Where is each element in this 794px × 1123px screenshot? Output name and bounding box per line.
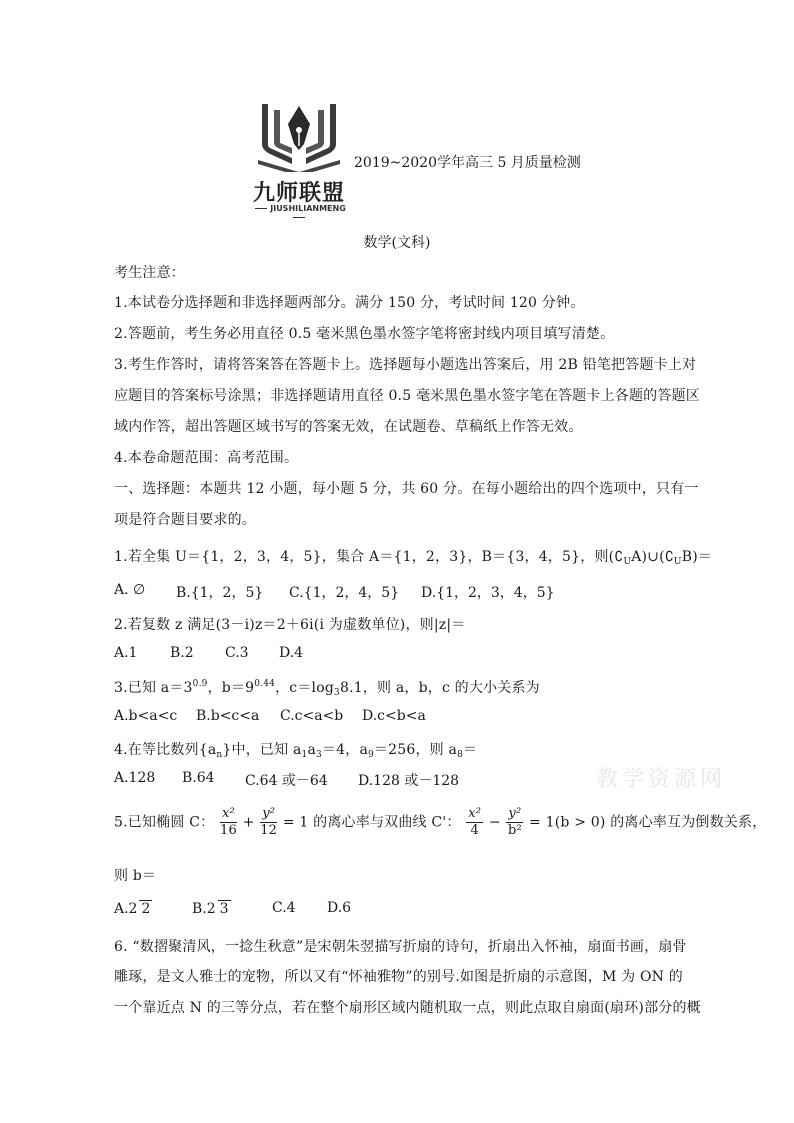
- section-1-instructions-line-2: 项是符合题目要求的。: [114, 512, 256, 528]
- question-2-option-a: A.1: [114, 645, 138, 661]
- question-6-line-1: 6. “数摺聚清风，一捻生秋意”是宋朝朱翌描写折扇的诗句，折扇出入怀袖，扇面书画，扇骨: [114, 939, 687, 955]
- subject-title: 数学(文科): [363, 235, 431, 251]
- question-5-stem: 5.已知椭圆 C： $\frac{\text{x²}}{16}$ + $\frac{\text{y²}}{12}$ = 1 的离心率与双曲线 C'： $\frac{\text{x²}}{4}$ − $\frac{\text{y²}}{\text{b²}}$ = 1(b > 0) 的离心率互为倒数关系，: [114, 806, 767, 838]
- question-1-option-b: B.{1，2，5}: [176, 585, 264, 601]
- note-3-line-3: 域内作答，超出答题区域书写的答案无效，在试题卷、草稿纸上作答无效。: [114, 419, 583, 435]
- question-3-option-b: B.b<c<a: [196, 708, 260, 724]
- note-2: 2.答题前，考生务必用直径 0.5 毫米黑色墨水签字笔将密封线内项目填写清楚。: [114, 326, 615, 342]
- fraction-x2-16: $\frac{\text{x²}}{16}$: [219, 806, 237, 838]
- jiushi-logo: [244, 100, 354, 218]
- question-3-option-a: A.b<a<c: [114, 708, 178, 724]
- question-4-option-b: B.64: [182, 770, 215, 786]
- note-4: 4.本卷命题范围：高考范围。: [114, 450, 299, 466]
- section-1-instructions-line-1: 一、选择题：本题共 12 小题，每小题 5 分，共 60 分。在每小题给出的四个选项中，只有一: [114, 481, 699, 497]
- question-3-option-d: D.c<b<a: [362, 708, 426, 724]
- question-2-stem: 2.若复数 z 满足(3－i)z＝2＋6i(i 为虚数单位)，则|z|＝: [114, 617, 466, 633]
- question-3-stem: 3.已知 $a=3^{0.9}$，$b=9^{0.44}$，$c=\log_38.1$，则 a，b，c 的大小关系为: [114, 679, 540, 698]
- question-1-option-d: D.{1，2，3，4，5}: [421, 585, 555, 601]
- question-4-stem: 4.在等比数列$\{a_n\}$中，已知 $a_1a_3=4$，$a_9=256$，则 $a_8=$: [114, 742, 478, 760]
- note-1: 1.本试卷分选择题和非选择题两部分。满分 150 分，考试时间 120 分钟。: [114, 295, 585, 311]
- logo-name: 九师联盟: [252, 181, 345, 206]
- question-1-stem: 1.若全集 U＝{1，2，3，4，5}，集合 A＝{1，2，3}，B＝{3，4，5}，则$(∁_UA)\cup(∁_UB)=$: [114, 549, 713, 567]
- question-5-option-a: A.2 2: [114, 901, 151, 917]
- logo-subtitle: [244, 204, 354, 222]
- question-5-option-d: D.6: [327, 900, 352, 916]
- question-2-option-b: B.2: [170, 645, 194, 661]
- question-5-option-b: B.2 3: [192, 901, 229, 917]
- question-3-option-c: C.c<a<b: [280, 708, 344, 724]
- exam-title: 2019~2020学年高三 5 月质量检测: [354, 155, 581, 171]
- question-2-option-c: C.3: [225, 645, 249, 661]
- question-6-line-3: 一个靠近点 N 的三等分点，若在整个扇形区域内随机取一点，则此点取自扇面(扇环)部分的概: [114, 1000, 701, 1016]
- question-6-line-2: 雕琢，是文人雅士的宠物，所以又有“怀袖雅物”的别号.如图是折扇的示意图，M 为 ON 的: [114, 969, 683, 985]
- note-3-line-1: 3.考生作答时，请将答案答在答题卡上。选择题每小题选出答案后，用 2B 铅笔把答题卡上对: [114, 357, 697, 373]
- question-1-option-a: A. ∅: [114, 582, 146, 598]
- question-5-line-2: 则 b＝: [114, 868, 157, 884]
- question-4-option-a: A.128: [114, 770, 156, 786]
- question-4-option-d: D.128 或－128: [358, 773, 460, 789]
- fraction-y2-b2: $\frac{\text{y²}}{\text{b²}}$: [507, 806, 522, 838]
- question-5-option-c: C.4: [272, 900, 296, 916]
- logo-sub-text: JIUSHILIANMENG: [270, 204, 346, 213]
- book-pen-logo-icon: [244, 100, 354, 172]
- watermark: 教学资源网: [596, 767, 727, 792]
- question-1-option-c: C.{1，2，4，5}: [289, 585, 400, 601]
- fraction-y2-12: $\frac{\text{y²}}{12}$: [260, 806, 278, 838]
- notes-heading: 考生注意：: [114, 265, 185, 281]
- fraction-x2-4: $\frac{\text{x²}}{4}$: [468, 806, 482, 838]
- question-2-option-d: D.4: [279, 645, 304, 661]
- question-4-option-c: C.64 或－64: [245, 773, 328, 789]
- note-3-line-2: 应题目的答案标号涂黑；非选择题请用直径 0.5 毫米黑色墨水签字笔在答题卡上各题的答题区: [114, 388, 700, 404]
